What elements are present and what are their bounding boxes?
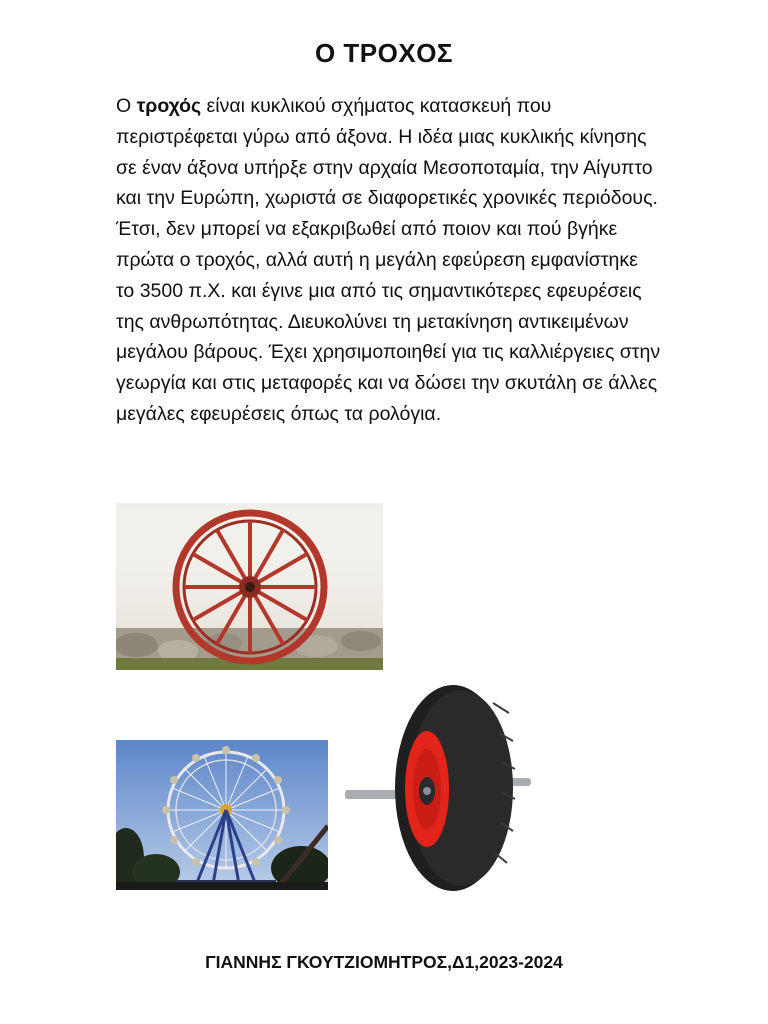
- paragraph-lead: Ο: [116, 95, 137, 117]
- tyre-wheel-image: [343, 683, 533, 893]
- body-paragraph: [116, 91, 661, 430]
- ferris-wheel-image: [116, 740, 328, 890]
- paragraph-body: είναι κυκλικού σχήματος κατασκευή που περιστρέφεται γύρω από άξονα. Η ιδέα μιας κυκλικής κίνησης σε έναν άξονα υπήρξε στην αρχαία Μεσοποταμία, την Αίγυπτο και την Ευρώπη, χωριστά σε διαφορετικές χρονικές περιόδους. Έτσι, δεν μπορεί να εξακριβωθεί από ποιον και πού βγήκε πρώτα ο τροχός, αλλά αυτή η μεγάλη εφεύρεση εμφανίστηκε το 3500 π.Χ. και έγινε μια από τις σημαντικότερες εφευρέσεις της ανθρωπότητας. Διευκολύνει τη μετακίνηση αντικειμένων μεγάλου βάρους. Έχει χρησιμοποιηθεί για τις καλλιέργειες στην γεωργία και στις μεταφορές και να δώσει την σκυτάλη σε άλλες μεγάλες εφευρέσεις όπως τα ρολόγια.: [116, 95, 661, 425]
- page-title: Ο ΤΡΟΧΟΣ: [314, 38, 454, 68]
- paragraph-term: τροχός: [136, 95, 202, 117]
- author-footer: ΓΙΑΝΝΗΣ ΓΚΟΥΤΖΙΟΜΗΤΡΟΣ,Δ1,2023-2024: [205, 952, 563, 972]
- cart-wheel-image: [116, 503, 383, 670]
